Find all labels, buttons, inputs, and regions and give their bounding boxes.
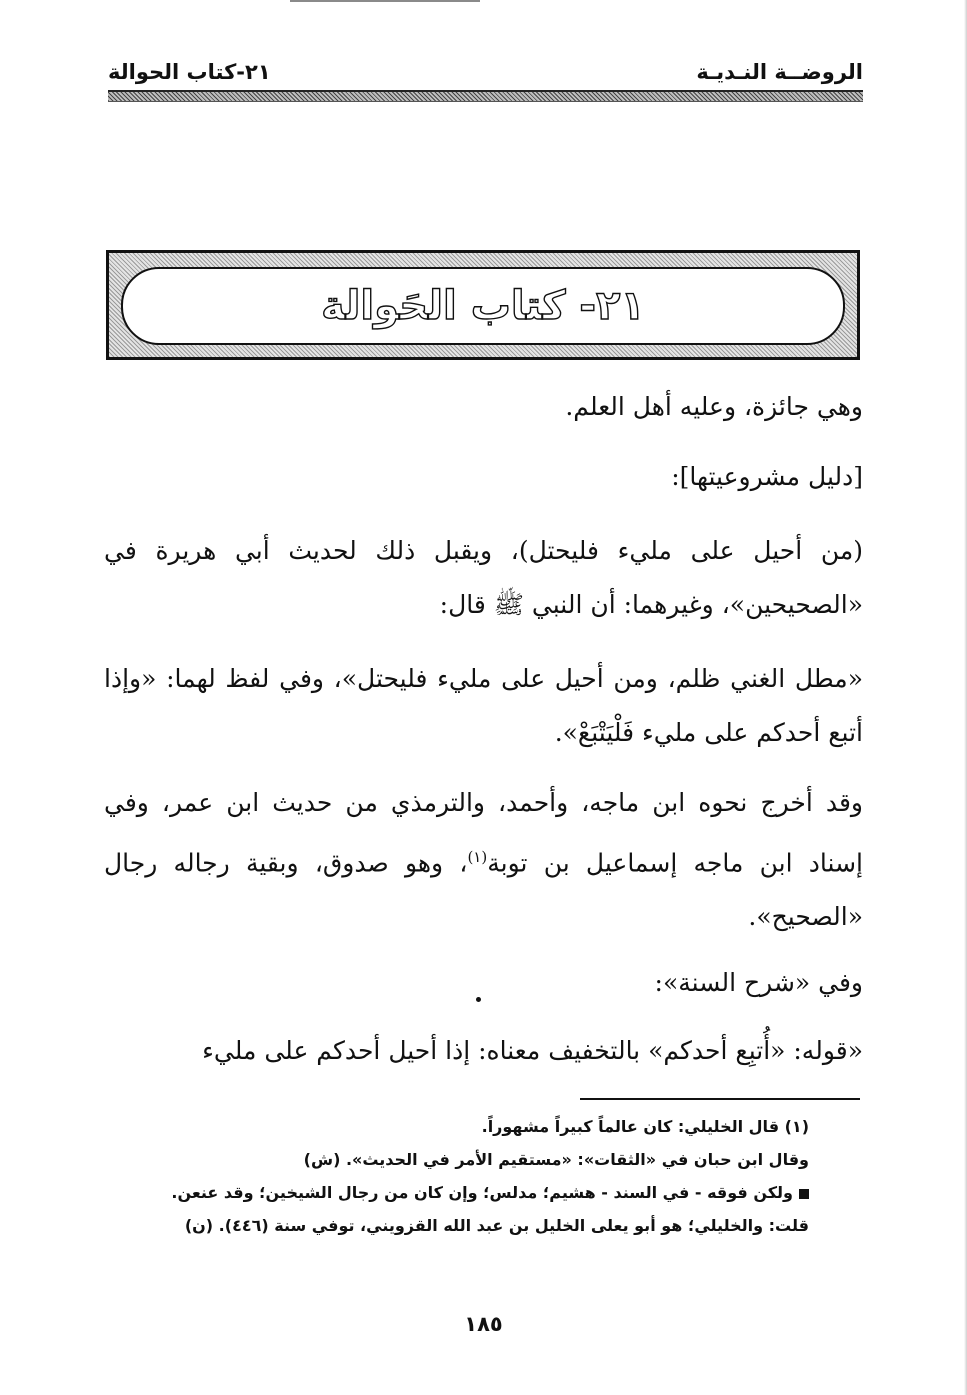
square-bullet-icon [799,1189,809,1199]
takhrij-text-b: ، وهو صدوق، وبقية رجاله رجال «الصحيح». [104,848,863,932]
section-heading-evidence: [دليل مشروعيتها]: [671,462,863,491]
header-rule [108,90,863,102]
footnotes [150,1112,809,1244]
footnote-3-text: ولكن فوقه - في السند - هشيم؛ مدلس؛ وإن كان من رجال الشيخين؛ وقد عنعن. [171,1183,793,1202]
paragraph-hadith-intro: (من أحيل على مليء فليحتل)، ويقبل ذلك لحديث أبي هريرة في «الصحيحين»، وغيرهما: أن النبي ﷺ قال: [104,536,863,619]
paragraph-hadith-text: «مطل الغني ظلم، ومن أحيل على مليء فليحتل»، وفي لفظ لهما: «وإذا أتبع أحدكم على مليء فَلْيَتْبَعْ». [104,664,863,747]
running-header [108,55,863,89]
paragraph-intro: وهي جائزة، وعليه أهل العلم. [565,392,863,421]
paragraph-sharh-sunnah: وفي «شرح السنة»: [654,968,863,997]
book-title: الروضــة النـديـة [696,60,863,84]
scan-artifact-line [290,0,480,2]
chapter-title-cartouche [121,267,845,345]
footnote-rule [580,1098,860,1100]
stray-dot [476,997,481,1002]
takhrij-text-a: وقد أخرج نحوه ابن ماجه، وأحمد، والترمذي من حديث ابن عمر، وفي إسناد ابن ماجه إسماعيل بن توبة [104,788,863,878]
page-number: ١٨٥ [464,1312,503,1336]
footnote-1: (١) قال الخليلي: كان عالماً كبيراً مشهوراً. [481,1117,809,1136]
paragraph-takhrij [104,776,863,944]
footnote-2: وقال ابن حبان في «الثقات»: «مستقيم الأمر في الحديث». (ش) [303,1150,809,1169]
chapter-running-label: ٢١-كتاب الحوالة [108,60,271,84]
chapter-title: ٢١- كتاب الحَوالة [321,283,645,329]
footnote-4: قلت: والخليلي؛ هو أبو يعلى الخليل بن عبد الله القزويني، توفي سنة (٤٤٦). (ن) [184,1216,809,1235]
paragraph-quote: «قوله: «أُتبِع أحدكم» بالتخفيف معناه: إذا أحيل أحدكم على مليء [202,1036,863,1065]
footnote-3 [150,1178,809,1207]
chapter-title-frame [106,250,860,360]
footnote-marker: (١) [467,848,488,866]
